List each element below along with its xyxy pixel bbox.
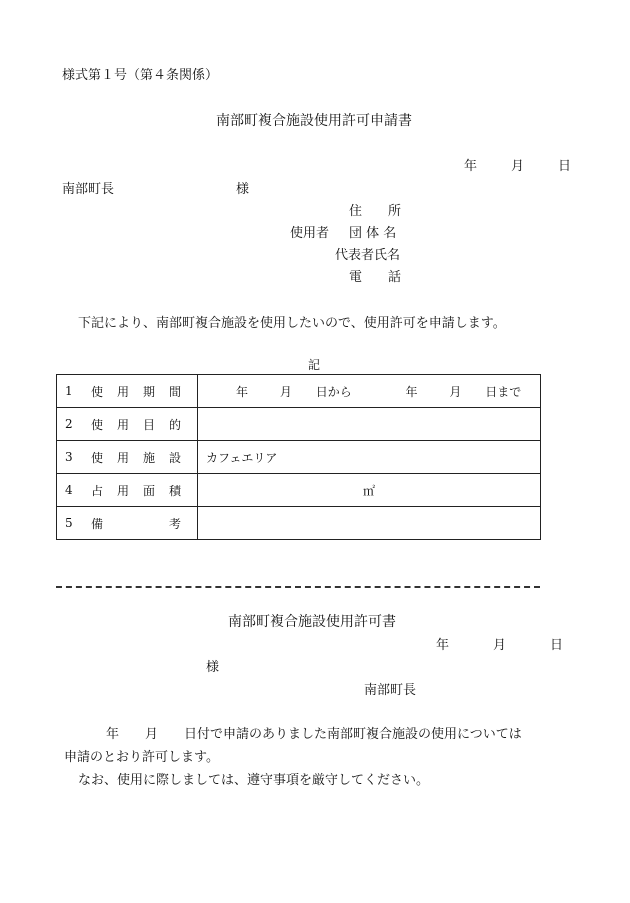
honorific-sama: 様 [206, 660, 220, 675]
label-char: 設 [168, 450, 181, 465]
permit-title: 南部町複合施設使用許可書 [228, 614, 396, 630]
user-label: 使用者 [290, 226, 330, 241]
label-char: 占 [91, 483, 104, 498]
label-char: 備 [91, 516, 104, 531]
label-char: 面 [142, 483, 155, 498]
label-char: 用 [116, 450, 129, 465]
table-row [57, 441, 541, 474]
label-char: 積 [168, 483, 181, 498]
request-text: 下記により、南部町複合施設を使用したいので、使用許可を申請します。 [78, 316, 506, 331]
date-month: 月 [493, 638, 507, 653]
date-day: 日 [550, 638, 564, 653]
application-details-table [56, 374, 541, 540]
row-label [57, 441, 198, 474]
from-day: 日から [315, 384, 352, 399]
application-date [464, 155, 571, 174]
issuer: 南部町長 [364, 683, 417, 698]
date-year: 年 [436, 638, 450, 653]
row-label [57, 408, 198, 441]
label-char: 使 [91, 384, 104, 399]
row-number: 5 [65, 516, 73, 530]
permit-date [436, 634, 563, 653]
facility-field[interactable]: カフェエリア [198, 441, 541, 474]
label-char: 用 [116, 483, 129, 498]
label-char: 期 [142, 384, 155, 399]
label-char: 目 [142, 417, 155, 432]
application-title: 南部町複合施設使用許可申請書 [216, 113, 412, 129]
from-year: 年 [236, 384, 249, 399]
row-number: 1 [65, 384, 73, 398]
label-char: 使 [91, 417, 104, 432]
phone-label: 電 話 [349, 270, 402, 285]
period-field[interactable] [198, 375, 541, 408]
cut-line-divider [56, 586, 540, 588]
remarks-field[interactable] [198, 507, 541, 540]
table-row [57, 408, 541, 441]
table-row [57, 375, 541, 408]
purpose-field[interactable] [198, 408, 541, 441]
date-year: 年 [464, 159, 478, 174]
to-month: 月 [449, 384, 462, 399]
label-char: 考 [168, 516, 181, 531]
from-month: 月 [279, 384, 292, 399]
permit-text-line: なお、使用に際しましては、遵守事項を厳守してください。 [78, 773, 430, 788]
form-number: 様式第１号（第４条関係） [62, 68, 219, 83]
row-number: 3 [65, 450, 73, 464]
label-char: 使 [91, 450, 104, 465]
permit-text-line: 申請のとおり許可します。 [64, 750, 219, 765]
label-char: 用 [116, 417, 129, 432]
row-label [57, 474, 198, 507]
label-char: 的 [168, 417, 181, 432]
addressee: 南部町長 [62, 182, 115, 197]
to-year: 年 [405, 384, 418, 399]
row-number: 2 [65, 417, 73, 431]
permit-text-line: 年 月 日付で申請のありました南部町複合施設の使用については [106, 727, 522, 742]
table-row [57, 507, 541, 540]
label-char: 施 [142, 450, 155, 465]
table-row [57, 474, 541, 507]
row-label [57, 375, 198, 408]
row-label [57, 507, 198, 540]
ki-heading: 記 [308, 358, 321, 372]
label-char: 間 [168, 384, 181, 399]
row-number: 4 [65, 483, 73, 497]
to-day: 日まで [485, 384, 522, 399]
area-field[interactable]: ㎡ [198, 474, 541, 507]
label-char: 用 [116, 384, 129, 399]
group-name-label: 団 体 名 [349, 226, 397, 241]
date-month: 月 [511, 159, 525, 174]
address-label: 住 所 [349, 204, 402, 219]
representative-label: 代表者氏名 [335, 248, 401, 263]
date-day: 日 [558, 159, 572, 174]
honorific-sama: 様 [236, 182, 250, 197]
